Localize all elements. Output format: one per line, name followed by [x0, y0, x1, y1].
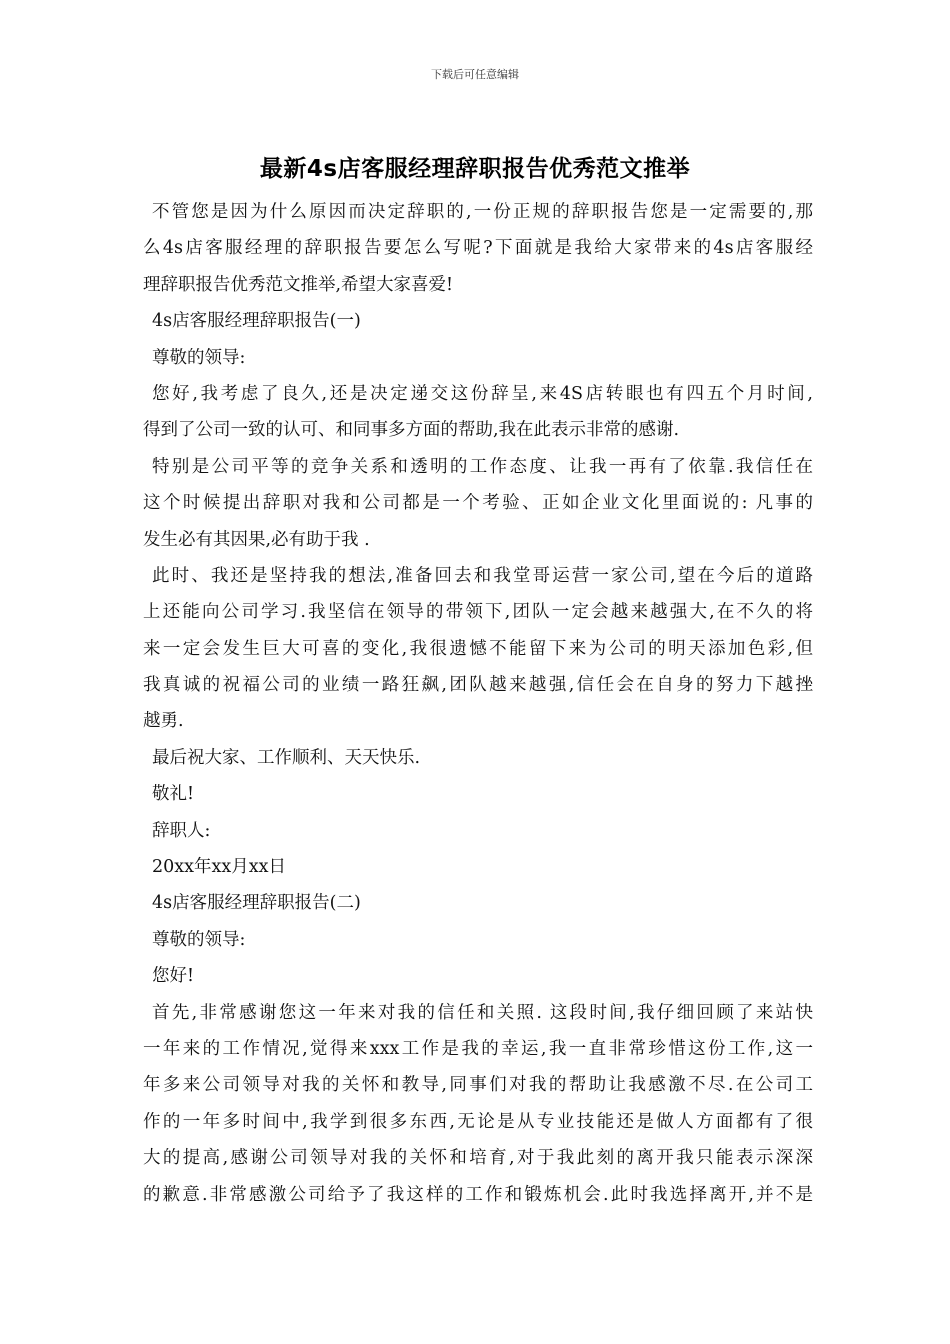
body-text-line: 这个时候提出辞职对我和公司都是一个考验、正如企业文化里面说的: 凡事的: [143, 493, 813, 514]
document-body: [143, 194, 813, 1213]
body-text-line: 我真诚的祝福公司的业绩一路狂飙,团队越来越强,信任会在自身的努力下越挫: [143, 675, 813, 696]
body-text-line: 上还能向公司学习.我坚信在领导的带领下,团队一定会越来越强大,在不久的将: [143, 602, 813, 623]
body-text-line: 敬礼!: [152, 784, 195, 805]
body-text-line: 首先,非常感谢您这一年来对我的信任和关照. 这段时间,我仔细回顾了来站快: [152, 1002, 813, 1023]
body-text-line: 得到了公司一致的认可、和同事多方面的帮助,我在此表示非常的感谢.: [143, 420, 680, 441]
body-text-line: 20xx年xx月xx日: [152, 857, 286, 878]
body-text-line: 么4s店客服经理的辞职报告要怎么写呢?下面就是我给大家带来的4s店客服经: [143, 238, 813, 259]
body-text-line: 的歉意.非常感激公司给予了我这样的工作和锻炼机会.此时我选择离开,并不是: [143, 1184, 813, 1205]
body-text-line: 不管您是因为什么原因而决定辞职的,一份正规的辞职报告您是一定需要的,那: [152, 202, 813, 222]
body-text-line: 发生必有其因果,必有助于我 .: [143, 529, 370, 550]
body-text-line: 尊敬的领导:: [152, 347, 246, 368]
body-text-line: 4s店客服经理辞职报告(一): [152, 311, 361, 332]
body-text-line: 来一定会发生巨大可喜的变化,我很遗憾不能留下来为公司的明天添加色彩,但: [143, 638, 813, 659]
body-text-line: 作的一年多时间中,我学到很多东西,无论是从专业技能还是做人方面都有了很: [143, 1111, 813, 1132]
body-text-line: 最后祝大家、工作顺利、天天快乐.: [152, 747, 421, 768]
header-note: 下载后可任意编辑: [431, 68, 519, 81]
body-text-line: 特别是公司平等的竞争关系和透明的工作态度、让我一再有了依靠.我信任在: [152, 456, 813, 477]
body-text-line: 理辞职报告优秀范文推举,希望大家喜爱!: [143, 274, 454, 295]
body-text-line: 大的提高,感谢公司领导对我的关怀和培育,对于我此刻的离开我只能表示深深: [143, 1148, 813, 1169]
body-text-line: 4s店客服经理辞职报告(二): [152, 893, 361, 914]
body-text-line: 您好!: [152, 966, 195, 987]
body-text-line: 一年来的工作情况,觉得来xxx工作是我的幸运,我一直非常珍惜这份工作,这一: [143, 1038, 813, 1059]
body-text-line: 尊敬的领导:: [152, 929, 246, 950]
body-text-line: 您好,我考虑了良久,还是决定递交这份辞呈,来4S店转眼也有四五个月时间,: [152, 383, 813, 404]
body-text-line: 辞职人:: [152, 820, 211, 841]
body-text-line: 年多来公司领导对我的关怀和教导,同事们对我的帮助让我感激不尽.在公司工: [143, 1075, 813, 1096]
body-text-line: 此时、我还是坚持我的想法,准备回去和我堂哥运营一家公司,望在今后的道路: [152, 565, 813, 586]
body-text-line: 越勇.: [143, 711, 184, 732]
document-title: 最新4s店客服经理辞职报告优秀范文推举: [259, 156, 691, 182]
